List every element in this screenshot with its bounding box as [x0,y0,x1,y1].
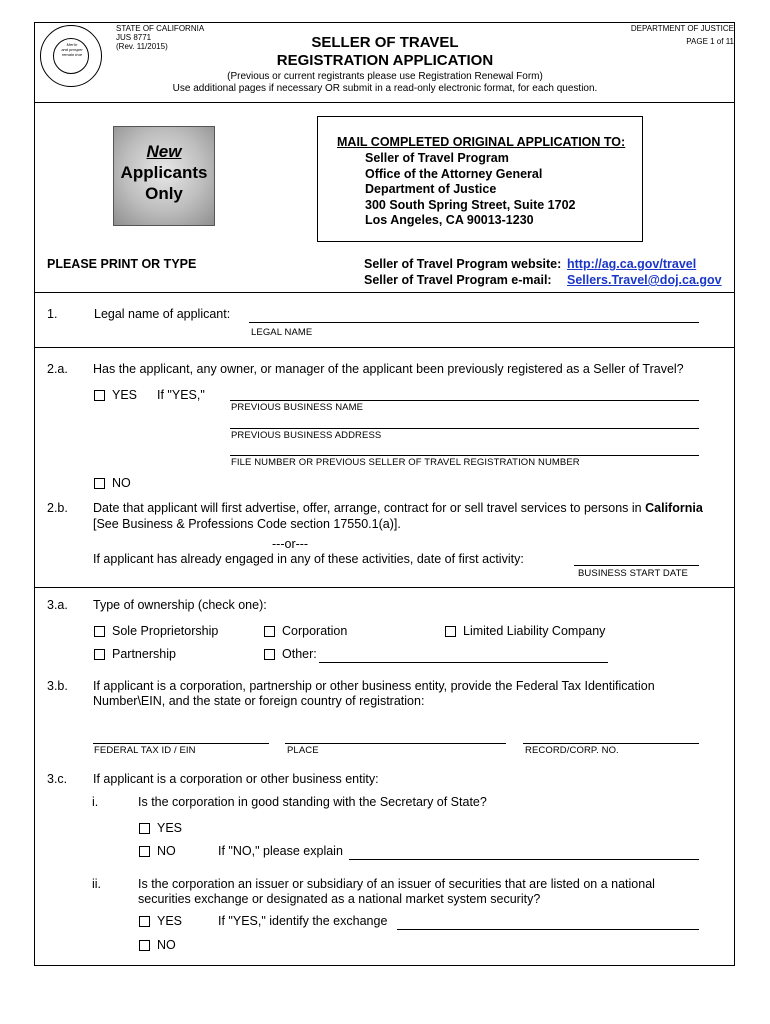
q2a-if-yes-label: If "YES," [157,388,205,402]
q3c-ii-question-line1: Is the corporation an issuer or subsidiary of an issuer of securities that are listed on a national [138,877,655,891]
revision-date: (Rev. 11/2015) [116,42,168,51]
q2a-question: Has the applicant, any owner, or manager of the applicant been previously registered as a Seller of Travel? [93,362,684,376]
q2a-number: 2.a. [47,362,68,376]
department-label: DEPARTMENT OF JUSTICE [630,24,734,33]
q2a-no-checkbox[interactable] [94,478,105,489]
llc-label: Limited Liability Company [463,624,606,638]
email-link[interactable]: Sellers.Travel@doj.ca.gov [567,273,722,287]
record-corp-no-input[interactable] [523,743,699,744]
subtitle-additional-pages: Use additional pages if necessary OR submit in a read-only electronic format, for each question. [172,83,598,94]
divider [34,347,735,348]
other-checkbox[interactable] [264,649,275,660]
form-title-line1: SELLER OF TRAVEL [311,34,459,51]
form-title-line2: REGISTRATION APPLICATION [276,52,494,69]
mail-line4: 300 South Spring Street, Suite 1702 [365,198,576,212]
mail-line5: Los Angeles, CA 90013-1230 [365,213,534,227]
file-number-caption: FILE NUMBER OR PREVIOUS SELLER OF TRAVEL REGISTRATION NUMBER [231,457,580,468]
website-label: Seller of Travel Program website: [364,257,562,271]
q2a-no-label: NO [112,476,131,490]
q3a-question: Type of ownership (check one): [93,598,267,612]
good-standing-yes-checkbox[interactable] [139,823,150,834]
mail-line2: Office of the Attorney General [365,167,543,181]
business-start-date-caption: BUSINESS START DATE [578,568,688,579]
q3c-question: If applicant is a corporation or other business entity: [93,772,379,786]
record-corp-no-caption: RECORD/CORP. NO. [525,745,619,756]
q3c-number: 3.c. [47,772,68,786]
divider [34,587,735,588]
q1-number: 1. [47,307,58,321]
q3b-question-line1: If applicant is a corporation, partnership or other business entity, provide the Federal Tax Identification [93,679,655,693]
divider [34,102,735,103]
q3c-i-number: i. [92,795,99,809]
subtitle-renewal-note: (Previous or current registrants please use Registration Renewal Form) [227,71,543,82]
form-number: JUS 8771 [116,33,152,42]
llc-checkbox[interactable] [445,626,456,637]
file-number-input[interactable] [230,455,699,456]
other-ownership-input[interactable] [319,662,608,663]
state-label: STATE OF CALIFORNIA [116,24,205,33]
place-caption: PLACE [287,745,319,756]
corporation-label: Corporation [282,624,348,638]
q3c-i-question: Is the corporation in good standing with the Secretary of State? [138,795,487,809]
business-start-date-input[interactable] [574,565,699,566]
securities-no-checkbox[interactable] [139,940,150,951]
previous-business-address-input[interactable] [230,428,699,429]
legal-name-input[interactable] [249,322,699,323]
divider [34,292,735,293]
q3c-ii-number: ii. [92,877,102,891]
q2b-question: Date that applicant will first advertise, offer, arrange, contract for or sell travel services to persons in California [93,501,703,515]
federal-tax-id-input[interactable] [93,743,269,744]
securities-identify-label: If "YES," identify the exchange [218,914,388,928]
q3a-number: 3.a. [47,598,68,612]
previous-business-address-caption: PREVIOUS BUSINESS ADDRESS [231,430,382,441]
email-label: Seller of Travel Program e-mail: [364,273,552,287]
good-standing-no-checkbox[interactable] [139,846,150,857]
other-label: Other: [282,647,317,661]
q3b-question-line2: Number\EIN, and the state or foreign country of registration: [93,694,425,708]
mailing-address-box [317,116,643,242]
previous-business-name-input[interactable] [230,400,699,401]
sole-proprietorship-label: Sole Proprietorship [112,624,219,638]
attorney-general-seal-icon: Mer'in and prosper remain true [40,25,102,87]
mail-heading: MAIL COMPLETED ORIGINAL APPLICATION TO: [337,135,626,149]
website-link[interactable]: http://ag.ca.gov/travel [567,257,697,271]
partnership-label: Partnership [112,647,176,661]
previous-business-name-caption: PREVIOUS BUSINESS NAME [231,402,364,413]
legal-name-caption: LEGAL NAME [251,327,313,338]
securities-yes-checkbox[interactable] [139,916,150,927]
federal-tax-id-caption: FEDERAL TAX ID / EIN [94,745,196,756]
q3b-number: 3.b. [47,679,68,693]
good-standing-explain-input[interactable] [349,859,699,860]
corporation-checkbox[interactable] [264,626,275,637]
sole-proprietorship-checkbox[interactable] [94,626,105,637]
q2b-or: ---or--- [272,537,309,551]
q2b-code-reference: [See Business & Professions Code section 17550.1(a)]. [93,517,401,531]
page-number: PAGE 1 of 11 [686,37,734,46]
good-standing-explain-label: If "NO," please explain [218,844,343,858]
q2b-number: 2.b. [47,501,68,515]
print-or-type-label: PLEASE PRINT OR TYPE [47,257,197,271]
q3c-ii-question-line2: securities exchange or designated as a national market system security? [138,892,541,906]
securities-yes-label: YES [157,914,183,928]
q1-label: Legal name of applicant: [94,307,231,321]
mail-line1: Seller of Travel Program [365,151,509,165]
mail-line3: Department of Justice [365,182,497,196]
q2a-yes-label: YES [112,388,138,402]
partnership-checkbox[interactable] [94,649,105,660]
new-applicants-stamp: New Applicants Only [113,126,215,226]
q2b-first-activity-label: If applicant has already engaged in any of these activities, date of first activity: [93,552,524,566]
good-standing-yes-label: YES [157,821,183,835]
place-input[interactable] [285,743,506,744]
good-standing-no-label: NO [157,844,176,858]
q2a-yes-checkbox[interactable] [94,390,105,401]
exchange-input[interactable] [397,929,699,930]
securities-no-label: NO [157,938,176,952]
